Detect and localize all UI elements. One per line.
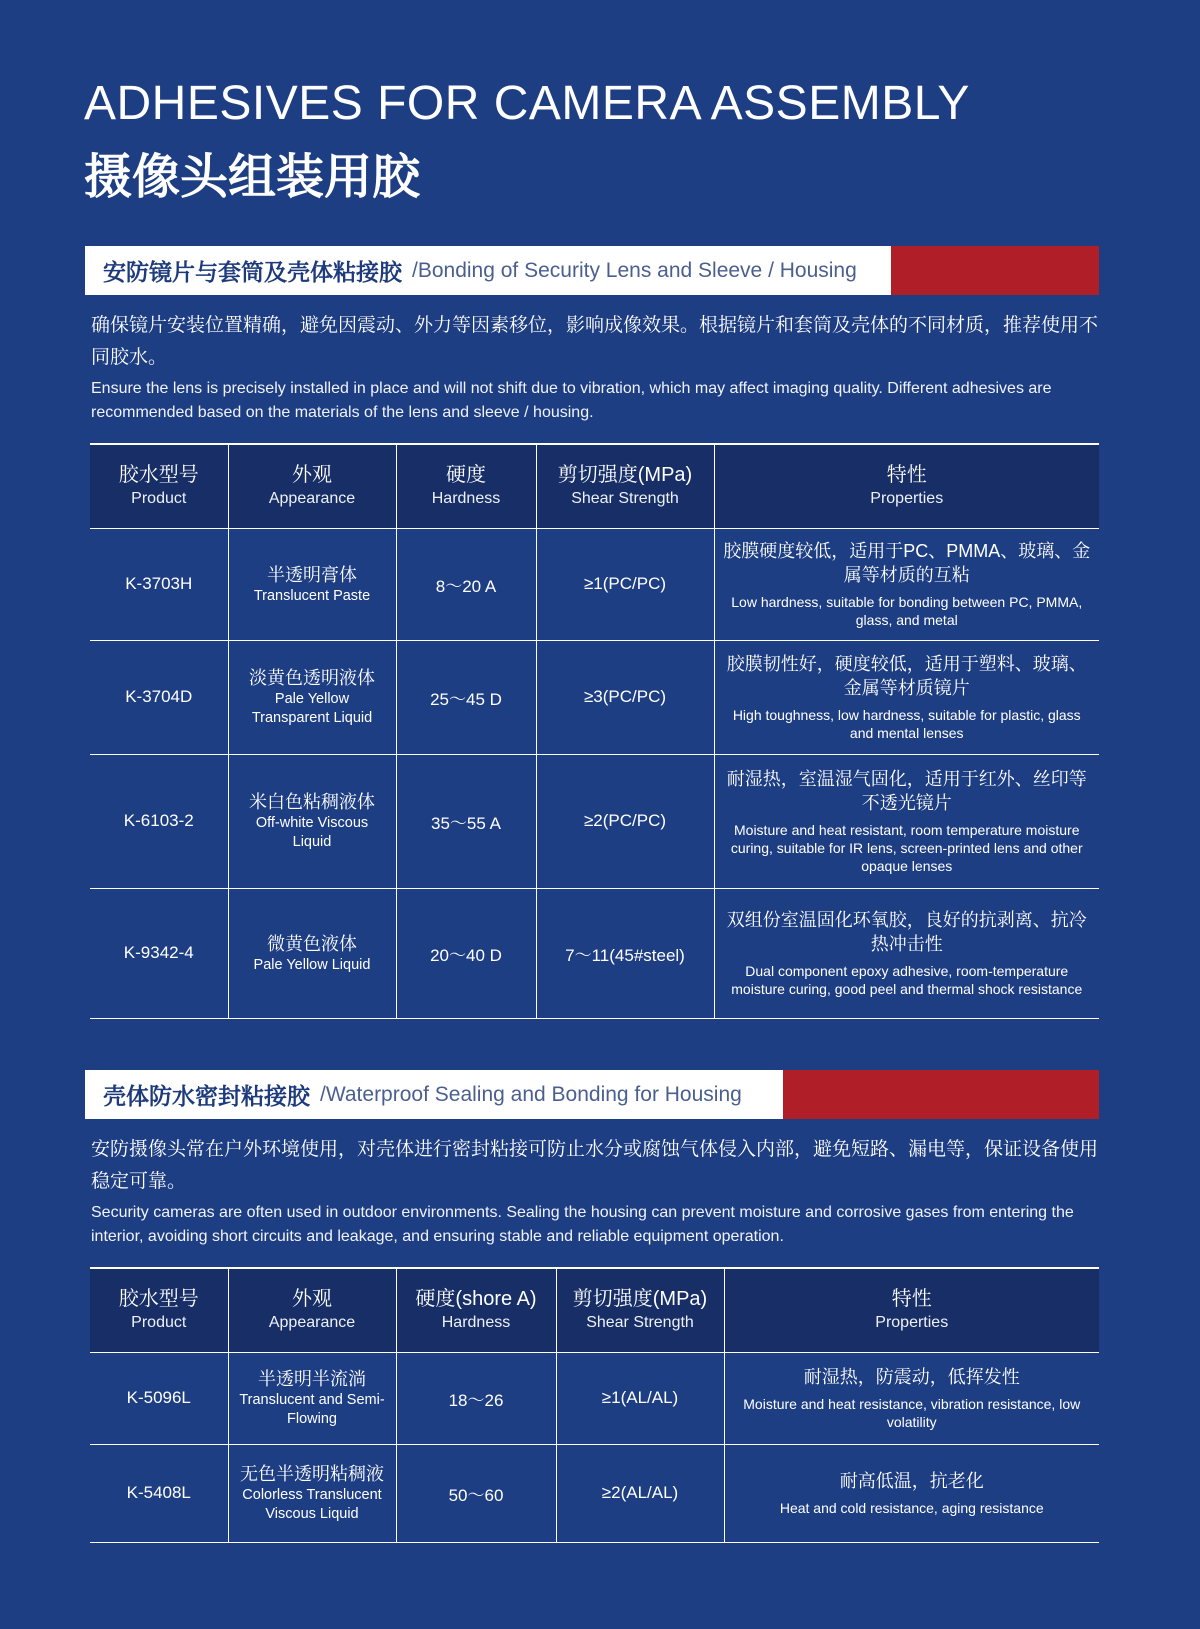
section2-spec-table — [90, 1267, 1099, 1543]
column-header-shear: 剪切强度(MPa) Shear Strength — [556, 1268, 724, 1352]
properties-cell: 耐湿热，防震动，低挥发性 Moisture and heat resistance, vibration resistance, low volatility — [724, 1352, 1099, 1444]
section1-description-en: Ensure the lens is precisely installed in place and will not shift due to vibration, which may affect imaging quality. Different adhesives are recommended based on the materials of the lens and sleeve / housing. — [91, 380, 1052, 421]
product-cell: K-5408L — [90, 1444, 228, 1542]
hardness-cell: 20～40 D — [396, 888, 536, 1018]
shear-cell: ≥1(AL/AL) — [556, 1352, 724, 1444]
product-cell: K-9342-4 — [90, 888, 228, 1018]
column-header-properties: 特性 Properties — [724, 1268, 1099, 1352]
table-row — [90, 1352, 1099, 1444]
appearance-cell: 半透明膏体 Translucent Paste — [228, 528, 396, 640]
properties-cell: 胶膜硬度较低，适用于PC、PMMA、玻璃、金属等材质的互粘 Low hardness, suitable for bonding between PC, PMMA, glass, and metal — [714, 528, 1099, 640]
hardness-cell: 50～60 — [396, 1444, 556, 1542]
column-header-product: 胶水型号 Product — [90, 1268, 228, 1352]
section1-title-cn: 安防镜片与套筒及壳体粘接胶 — [103, 259, 402, 285]
section2-description-en: Security cameras are often used in outdoor environments. Sealing the housing can prevent moisture and corrosive gases from entering the interior, avoiding short circuits and leakage, and ensuring stable and reliable equipment operation. — [91, 1204, 1074, 1245]
column-header-shear: 剪切强度(MPa) Shear Strength — [536, 444, 714, 528]
appearance-cell: 半透明半流淌 Translucent and Semi-Flowing — [228, 1352, 396, 1444]
page-title-en: ADHESIVES FOR CAMERA ASSEMBLY — [84, 77, 970, 130]
section2-accent-bar — [783, 1070, 1099, 1119]
table-row — [90, 1444, 1099, 1542]
shear-cell: ≥2(PC/PC) — [536, 754, 714, 888]
product-cell: K-5096L — [90, 1352, 228, 1444]
column-header-appearance: 外观 Appearance — [228, 1268, 396, 1352]
section1-title-bar — [85, 246, 1099, 295]
hardness-cell: 18～26 — [396, 1352, 556, 1444]
table-header-row — [90, 1268, 1099, 1352]
properties-cell: 胶膜韧性好，硬度较低，适用于塑料、玻璃、金属等材质镜片 High toughness, low hardness, suitable for plastic, glass and mental lenses — [714, 640, 1099, 754]
column-header-hardness: 硬度 Hardness — [396, 444, 536, 528]
properties-cell: 耐高低温，抗老化 Heat and cold resistance, aging resistance — [724, 1444, 1099, 1542]
properties-cell: 耐湿热，室温湿气固化，适用于红外、丝印等不透光镜片 Moisture and heat resistant, room temperature moisture curing, suitable for IR lens, screen-printed lens and other opaque lenses — [714, 754, 1099, 888]
section1-title-box — [85, 246, 891, 295]
shear-cell: ≥2(AL/AL) — [556, 1444, 724, 1542]
appearance-cell: 无色半透明粘稠液 Colorless Translucent Viscous Liquid — [228, 1444, 396, 1542]
column-header-product: 胶水型号 Product — [90, 444, 228, 528]
hardness-cell: 25～45 D — [396, 640, 536, 754]
section1-accent-bar — [891, 246, 1099, 295]
table-row — [90, 640, 1099, 754]
section2-title-bar — [85, 1070, 1099, 1119]
shear-cell: 7～11(45#steel) — [536, 888, 714, 1018]
product-cell: K-3704D — [90, 640, 228, 754]
appearance-cell: 微黄色液体 Pale Yellow Liquid — [228, 888, 396, 1018]
hardness-cell: 8～20 A — [396, 528, 536, 640]
hardness-cell: 35～55 A — [396, 754, 536, 888]
section1-description-cn: 确保镜片安装位置精确，避免因震动、外力等因素移位，影响成像效果。根据镜片和套筒及壳体的不同材质，推荐使用不同胶水。 — [91, 315, 1099, 368]
section1-title-en: /Bonding of Security Lens and Sleeve / Housing — [412, 258, 857, 282]
section2-title-box — [85, 1070, 783, 1119]
table-row — [90, 888, 1099, 1018]
shear-cell: ≥3(PC/PC) — [536, 640, 714, 754]
shear-cell: ≥1(PC/PC) — [536, 528, 714, 640]
appearance-cell: 米白色粘稠液体 Off-white Viscous Liquid — [228, 754, 396, 888]
section2-description-cn: 安防摄像头常在户外环境使用，对壳体进行密封粘接可防止水分或腐蚀气体侵入内部，避免短路、漏电等，保证设备使用稳定可靠。 — [91, 1139, 1099, 1192]
column-header-properties: 特性 Properties — [714, 444, 1099, 528]
section2-title-en: /Waterproof Sealing and Bonding for Housing — [320, 1082, 742, 1106]
column-header-appearance: 外观 Appearance — [228, 444, 396, 528]
properties-cell: 双组份室温固化环氧胶，良好的抗剥离、抗冷热冲击性 Dual component epoxy adhesive, room-temperature moisture curing, good peel and thermal shock resistance — [714, 888, 1099, 1018]
product-cell: K-3703H — [90, 528, 228, 640]
table-row — [90, 754, 1099, 888]
section2-title-cn: 壳体防水密封粘接胶 — [103, 1083, 310, 1109]
section1-spec-table — [90, 443, 1099, 1019]
table-row — [90, 528, 1099, 640]
table-header-row — [90, 444, 1099, 528]
page-title-cn: 摄像头组装用胶 — [84, 151, 421, 204]
product-cell: K-6103-2 — [90, 754, 228, 888]
appearance-cell: 淡黄色透明液体 Pale Yellow Transparent Liquid — [228, 640, 396, 754]
column-header-hardness: 硬度(shore A) Hardness — [396, 1268, 556, 1352]
